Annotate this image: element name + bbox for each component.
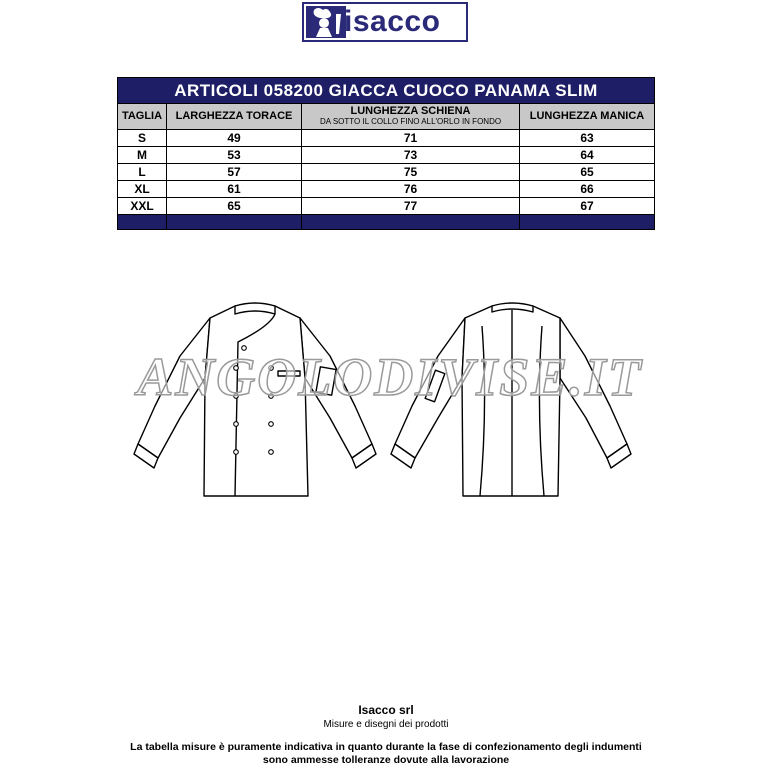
- chef-mascot-icon: [306, 6, 346, 38]
- size-cell: XL: [118, 181, 167, 198]
- back-cell: 75: [302, 164, 520, 181]
- table-row: [118, 164, 655, 181]
- table-title: ARTICOLI 058200 GIACCA CUOCO PANAMA SLIM: [118, 78, 655, 104]
- company-name: Isacco srl: [358, 703, 414, 717]
- sleeve-cell: 65: [520, 164, 655, 181]
- header-size: TAGLIA: [118, 104, 167, 130]
- brand-name: isacco: [344, 5, 441, 38]
- sleeve-cell: 64: [520, 147, 655, 164]
- header-back-label: LUNGHEZZA SCHIENA: [350, 105, 471, 117]
- back-cell: 71: [302, 130, 520, 147]
- table-row: [118, 181, 655, 198]
- disclaimer-line: La tabella misure è puramente indicativa in quanto durante la fase di confezionamento degli indumenti: [130, 741, 642, 753]
- back-cell: 76: [302, 181, 520, 198]
- disclaimer-line: sono ammesse tolleranze dovute alla lavorazione: [262, 754, 510, 766]
- disclaimer: [0, 741, 772, 767]
- sleeve-cell: 67: [520, 198, 655, 215]
- table-row: [118, 198, 655, 215]
- header-back: [302, 104, 520, 130]
- size-cell: S: [118, 130, 167, 147]
- header-chest: LARGHEZZA TORACE: [167, 104, 302, 130]
- table-footer-band: [118, 215, 655, 230]
- back-cell: 73: [302, 147, 520, 164]
- header-back-note: DA SOTTO IL COLLO FINO ALL'ORLO IN FONDO: [319, 117, 502, 126]
- size-cell: XXL: [118, 198, 167, 215]
- chest-cell: 65: [167, 198, 302, 215]
- watermark: [120, 340, 660, 410]
- watermark-text: ANGOLODIVISE.IT: [137, 347, 643, 407]
- size-table: [117, 77, 654, 230]
- size-cell: M: [118, 147, 167, 164]
- sleeve-cell: 63: [520, 130, 655, 147]
- chest-cell: 61: [167, 181, 302, 198]
- size-cell: L: [118, 164, 167, 181]
- table-row: [118, 147, 655, 164]
- chest-cell: 53: [167, 147, 302, 164]
- header-sleeve: LUNGHEZZA MANICA: [520, 104, 655, 130]
- document-subtitle: Misure e disegni dei prodotti: [323, 719, 449, 730]
- chest-cell: 57: [167, 164, 302, 181]
- chest-cell: 49: [167, 130, 302, 147]
- brand-logo: [302, 2, 468, 42]
- table-row: [118, 130, 655, 147]
- back-cell: 77: [302, 198, 520, 215]
- sleeve-cell: 66: [520, 181, 655, 198]
